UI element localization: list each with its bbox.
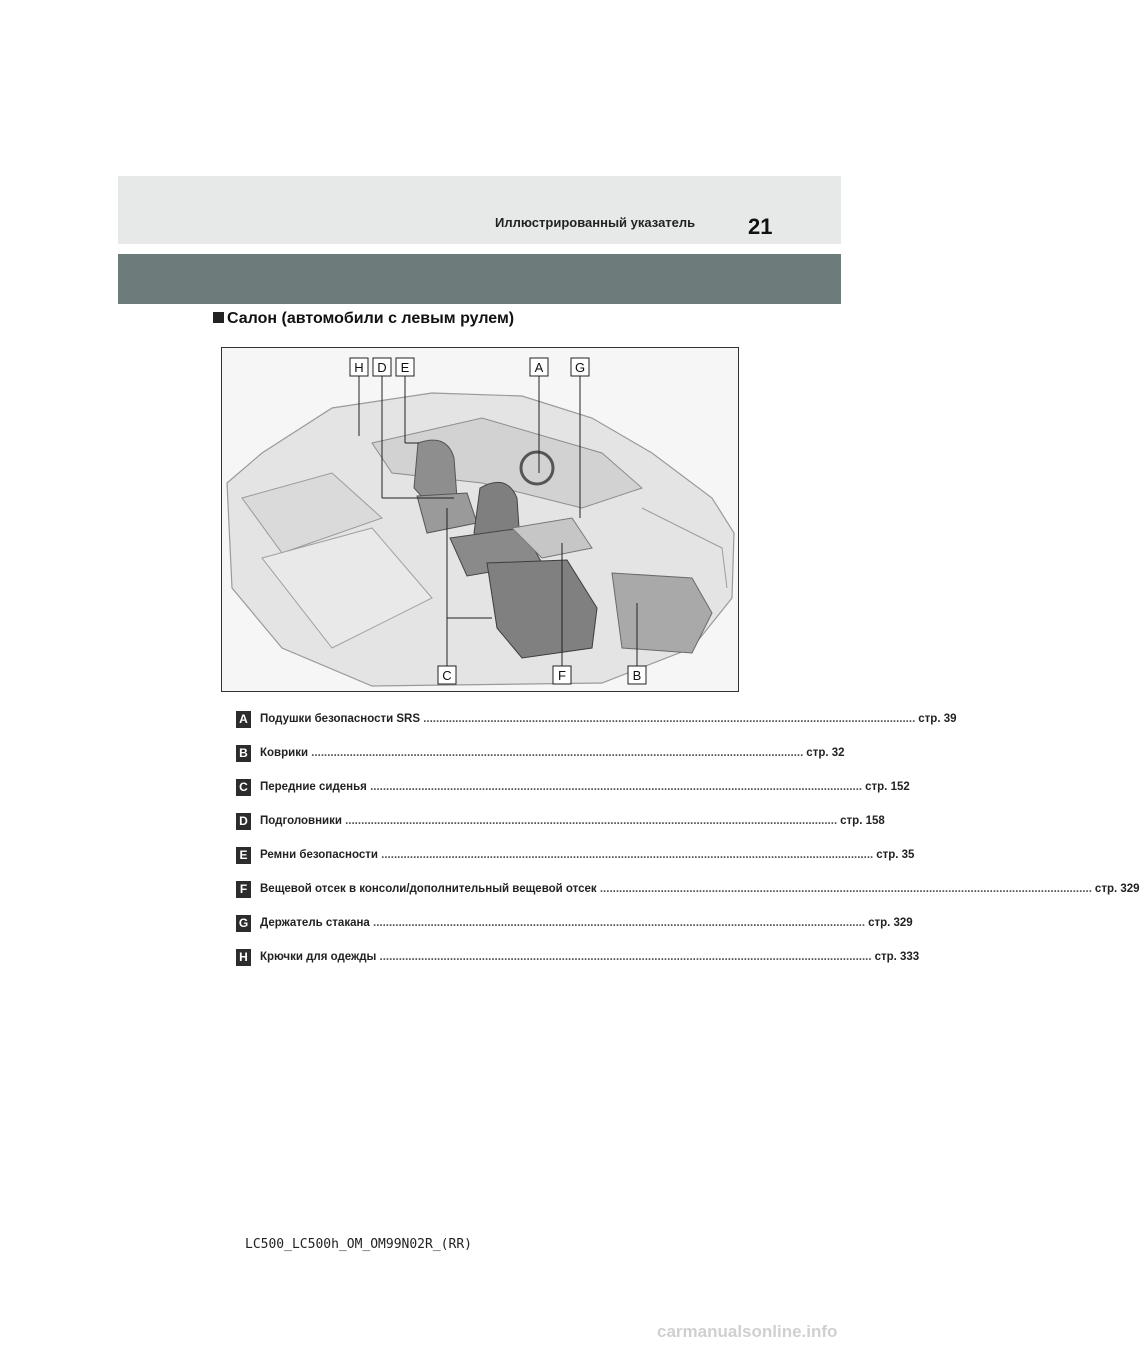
dot-leader: .......................................................................................................................................................... [369, 917, 866, 929]
legend-item [236, 940, 920, 974]
legend-page-ref: стр. 32 [806, 747, 845, 759]
callout-g: G [574, 360, 586, 375]
legend-item [236, 736, 845, 770]
legend-item-label: Коврики [260, 747, 309, 759]
dot-leader: .......................................................................................................................................................... [596, 883, 1092, 895]
legend-item-label: Подушки безопасности SRS [260, 713, 421, 725]
legend-item [236, 838, 915, 872]
legend-item-label: Держатель стакана [260, 917, 370, 929]
car-interior-drawing [222, 348, 737, 690]
legend-page-ref: стр. 158 [840, 815, 885, 827]
legend-item [236, 906, 913, 940]
callout-f: F [558, 668, 566, 683]
dot-leader: .......................................................................................................................................................... [377, 849, 874, 861]
legend-page-ref: стр. 35 [876, 849, 915, 861]
legend-item [236, 804, 885, 838]
watermark-text: carmanualsonline.info [657, 1322, 838, 1341]
callout-h: H [354, 360, 364, 375]
legend-page-ref: стр. 329 [868, 917, 913, 929]
legend-letter-badge: E [236, 847, 251, 864]
legend-letter-badge: G [236, 915, 251, 932]
legend-letter-badge: F [236, 881, 251, 898]
callout-b: B [632, 668, 642, 683]
interior-illustration [221, 347, 739, 692]
legend-page-ref: стр. 39 [918, 713, 957, 725]
square-bullet-icon [213, 312, 224, 323]
dot-leader: .......................................................................................................................................................... [366, 781, 863, 793]
legend-item [236, 702, 957, 736]
section-heading [213, 310, 514, 328]
section-band [118, 254, 841, 304]
legend-item-label: Крючки для одежды [260, 951, 377, 963]
legend-letter-badge: H [236, 949, 251, 966]
callout-d: D [377, 360, 387, 375]
page-number: 21 [748, 214, 773, 239]
legend-item-label: Ремни безопасности [260, 849, 378, 861]
legend-list [236, 702, 1140, 974]
legend-page-ref: стр. 329 [1094, 883, 1140, 895]
legend-item-label: Вещевой отсек в консоли/дополнительный вещевой отсек [260, 883, 597, 895]
callout-c: C [442, 668, 452, 683]
header-title: Иллюстрированный указатель [495, 215, 696, 230]
legend-item-label: Передние сиденья [260, 781, 367, 793]
legend-letter-badge: D [236, 813, 251, 830]
legend-letter-badge: C [236, 779, 251, 796]
legend-item-label: Подголовники [260, 815, 342, 827]
dot-leader: .......................................................................................................................................................... [308, 747, 804, 759]
legend-letter-badge: A [236, 711, 251, 728]
legend-item [236, 872, 1140, 906]
legend-page-ref: стр. 152 [865, 781, 910, 793]
section-heading-text: Салон (автомобили с левым рулем) [227, 310, 515, 327]
dot-leader: .......................................................................................................................................................... [376, 951, 872, 963]
callout-a: A [534, 360, 544, 375]
callout-e: E [400, 360, 410, 375]
header-band [118, 176, 841, 244]
legend-page-ref: стр. 333 [874, 951, 920, 963]
dot-leader: .......................................................................................................................................................... [420, 713, 916, 725]
legend-letter-badge: B [236, 745, 251, 762]
legend-item [236, 770, 910, 804]
dot-leader: .......................................................................................................................................................... [341, 815, 838, 827]
footer-doc-code: LC500_LC500h_OM_OM99N02R_(RR) [245, 1237, 472, 1252]
